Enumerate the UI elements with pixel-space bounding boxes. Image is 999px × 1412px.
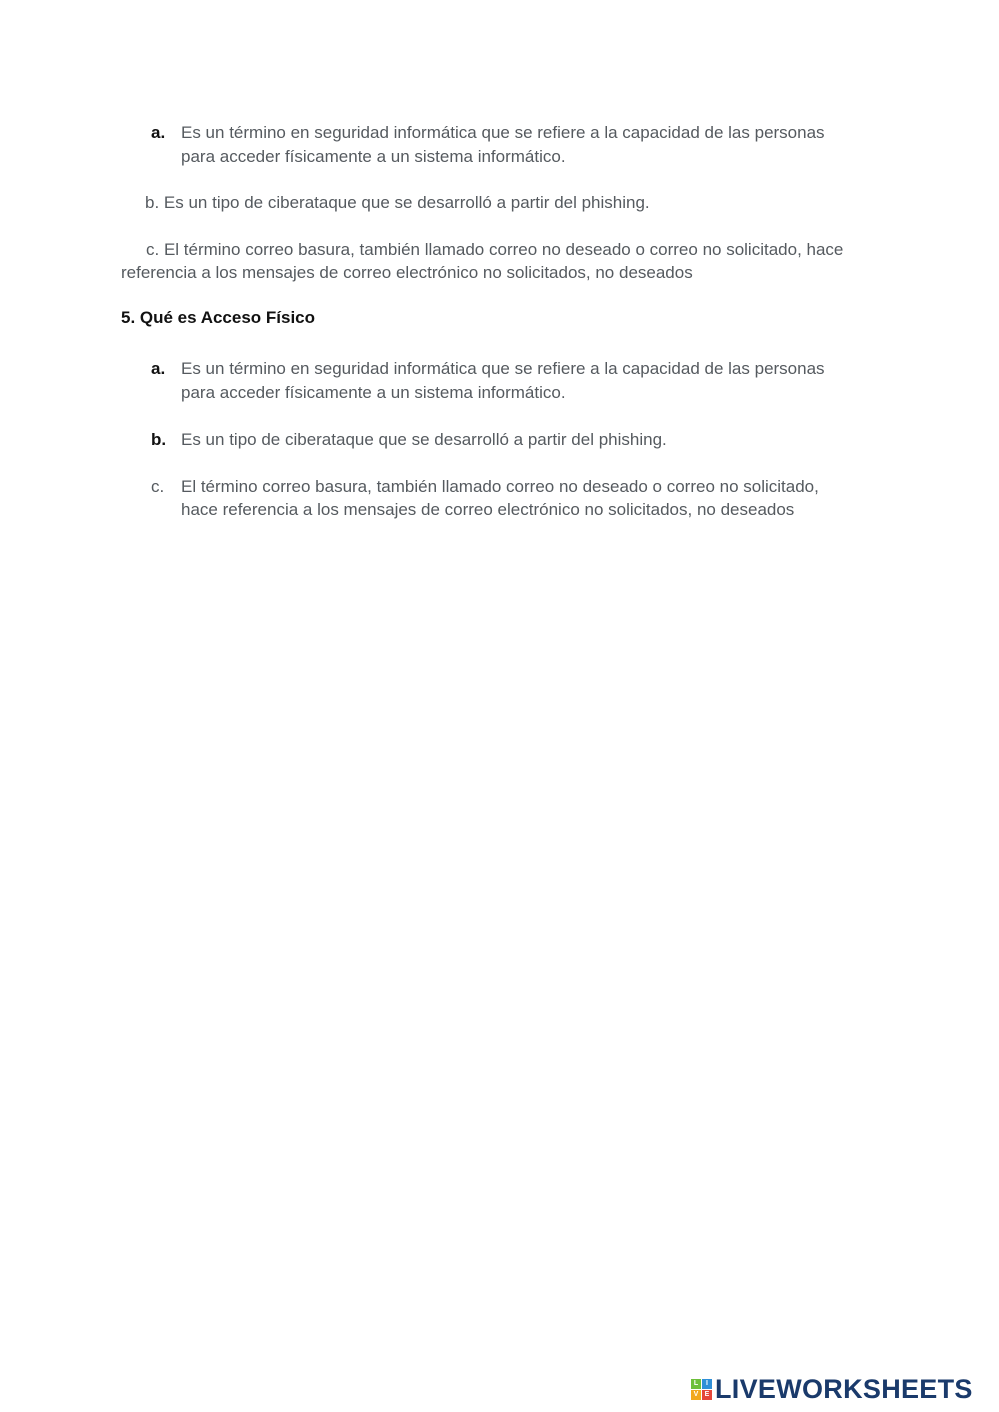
q5-option-c-marker: c.: [151, 477, 165, 496]
logo-letter-l: L: [691, 1379, 701, 1389]
q5-option-c-line1: El término correo basura, también llamado correo no deseado o correo no solicitado,: [181, 477, 819, 496]
q5-option-a-line2: para acceder físicamente a un sistema informático.: [181, 383, 566, 402]
q4-option-b: b. Es un tipo de ciberataque que se desarrolló a partir del phishing.: [145, 193, 650, 212]
q4-option-c-line1: c. El término correo basura, también llamado correo no deseado o correo no solicitado, hace: [146, 240, 844, 259]
logo-letter-v: V: [691, 1390, 701, 1400]
q5-option-b-marker: b.: [151, 430, 167, 449]
q5-option-a-line1: Es un término en seguridad informática que se refiere a la capacidad de las personas: [181, 359, 825, 378]
question-5-title: 5. Qué es Acceso Físico: [121, 308, 316, 327]
q4-option-a-line1: Es un término en seguridad informática que se refiere a la capacidad de las personas: [181, 123, 825, 142]
liveworksheets-logo[interactable]: [691, 1374, 973, 1404]
logo-text: LIVEWORKSHEETS: [715, 1373, 973, 1404]
q5-option-a-marker: a.: [151, 359, 166, 378]
logo-letter-e: E: [702, 1390, 712, 1400]
q4-option-a-line2: para acceder físicamente a un sistema informático.: [181, 147, 566, 166]
logo-letter-i: I: [702, 1379, 712, 1389]
logo-mark-icon: [691, 1379, 712, 1400]
q4-option-c-line2: referencia a los mensajes de correo electrónico no solicitados, no deseados: [121, 263, 693, 282]
q5-option-c-line2: hace referencia a los mensajes de correo electrónico no solicitados, no deseados: [181, 500, 795, 519]
q4-option-a-marker: a.: [151, 123, 166, 142]
q5-option-b-line1: Es un tipo de ciberataque que se desarrolló a partir del phishing.: [181, 430, 667, 449]
